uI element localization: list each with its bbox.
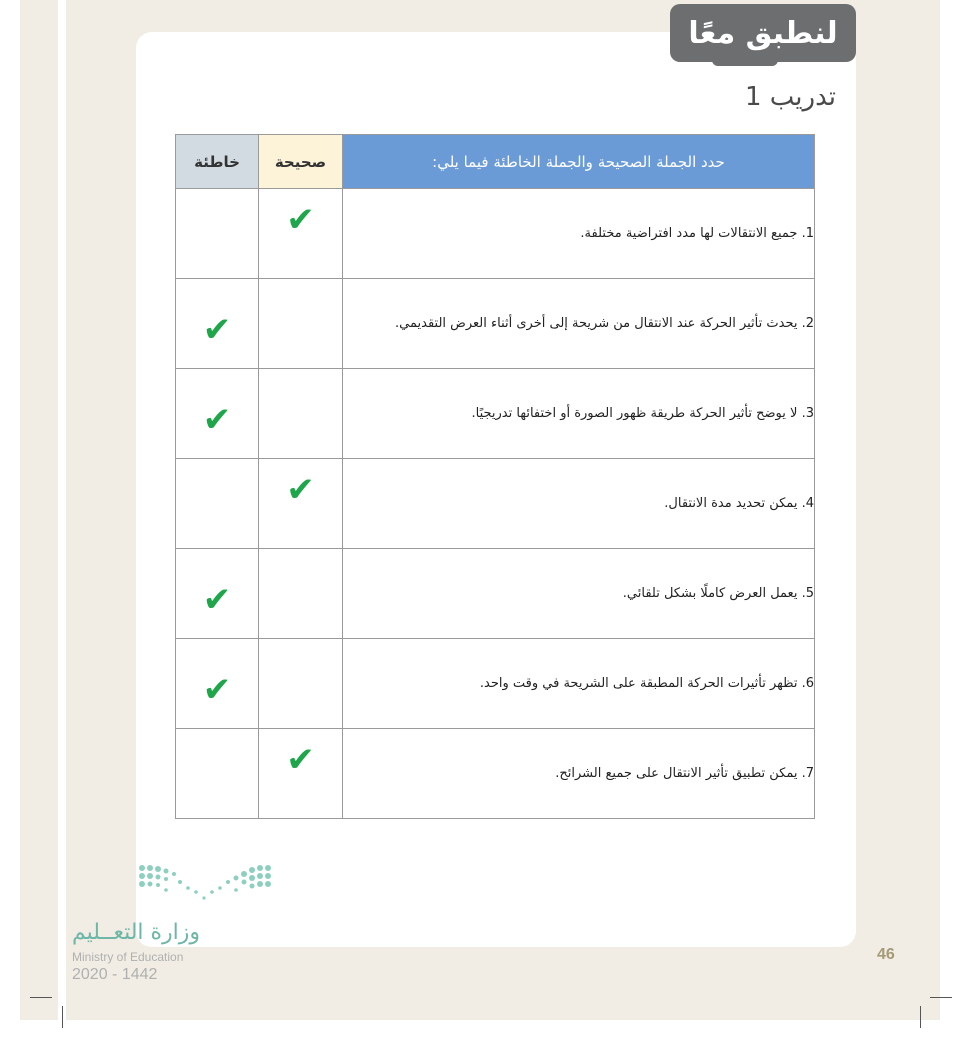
table-row <box>176 189 815 279</box>
false-answer-cell <box>176 639 259 729</box>
check-icon: ✔ <box>286 739 315 780</box>
check-icon: ✔ <box>202 309 232 350</box>
check-icon: ✔ <box>202 399 232 440</box>
true-answer-cell <box>259 729 343 819</box>
statement-cell: 1. جميع الانتقالات لها مدد افتراضية مختلفة. <box>343 189 815 279</box>
false-answer-cell <box>176 549 259 639</box>
banner-tab <box>712 58 778 66</box>
check-icon: ✔ <box>286 199 315 240</box>
table-row <box>176 549 815 639</box>
header-false: خاطئة <box>176 135 259 189</box>
statement-cell: 5. يعمل العرض كاملًا بشكل تلقائي. <box>343 549 815 639</box>
false-answer-cell <box>176 459 259 549</box>
crop-mark-right-h <box>930 997 952 998</box>
true-false-table <box>175 134 815 819</box>
table-row <box>176 369 815 459</box>
ministry-name-english: Ministry of Education <box>72 950 184 964</box>
check-icon: ✔ <box>202 579 232 620</box>
exercise-title: تدريب 1 <box>744 82 836 112</box>
table-row <box>176 639 815 729</box>
table-row <box>176 279 815 369</box>
false-answer-cell <box>176 189 259 279</box>
true-answer-cell <box>259 369 343 459</box>
table-row <box>176 459 815 549</box>
check-icon: ✔ <box>202 669 232 710</box>
statement-cell: 3. لا يوضح تأثير الحركة طريقة ظهور الصورة أو اختفائها تدريجيًا. <box>343 369 815 459</box>
page-margin-strip <box>58 0 66 1020</box>
section-banner: لنطبق معًا <box>670 4 856 62</box>
true-answer-cell <box>259 459 343 549</box>
false-answer-cell <box>176 279 259 369</box>
true-answer-cell <box>259 189 343 279</box>
true-answer-cell <box>259 279 343 369</box>
check-icon: ✔ <box>286 469 315 510</box>
false-answer-cell <box>176 369 259 459</box>
statement-cell: 2. يحدث تأثير الحركة عند الانتقال من شريحة إلى أخرى أثناء العرض التقديمي. <box>343 279 815 369</box>
true-answer-cell <box>259 549 343 639</box>
crop-mark-left-v <box>62 1006 63 1028</box>
crop-mark-left-h <box>30 997 52 998</box>
table-row <box>176 729 815 819</box>
statement-cell: 6. تظهر تأثيرات الحركة المطبقة على الشريحة في وقت واحد. <box>343 639 815 729</box>
header-true: صحيحة <box>259 135 343 189</box>
false-answer-cell <box>176 729 259 819</box>
page-number: 46 <box>877 946 895 963</box>
edition-year: 2020 - 1442 <box>72 966 158 983</box>
statement-cell: 7. يمكن تطبيق تأثير الانتقال على جميع الشرائح. <box>343 729 815 819</box>
table-header-row <box>176 135 815 189</box>
true-answer-cell <box>259 639 343 729</box>
statement-cell: 4. يمكن تحديد مدة الانتقال. <box>343 459 815 549</box>
header-statement: حدد الجملة الصحيحة والجملة الخاطئة فيما يلي: <box>343 135 815 189</box>
crop-mark-right-v <box>920 1006 921 1028</box>
ministry-name-arabic: وزارة التعــليم <box>72 920 201 945</box>
ministry-logo-dots <box>136 862 276 912</box>
